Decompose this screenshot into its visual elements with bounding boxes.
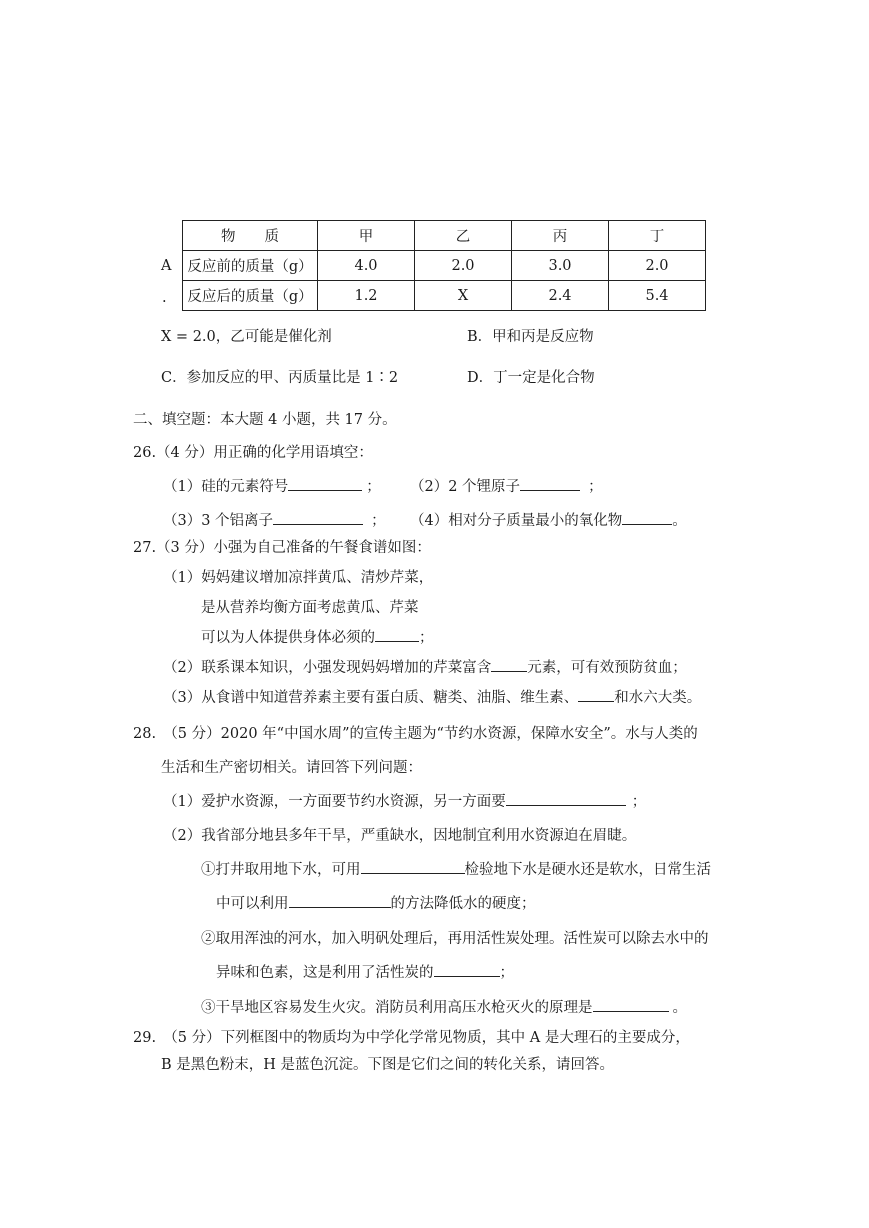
table-cell: 乙 — [415, 221, 512, 251]
option-c: C．参加反应的甲、丙质量比是 1∶2 — [161, 370, 399, 386]
table-cell: 2.0 — [415, 251, 512, 281]
q26-part2-label: （2）2 个锂原子 — [410, 479, 521, 495]
q26-part3-end: ； — [371, 513, 386, 529]
q26-part4-label: （4）相对分子质量最小的氧化物 — [410, 513, 623, 529]
q28-stem-line2: 生活和生产密切相关。请回答下列问题： — [161, 760, 422, 776]
table-cell: 反应前的质量（g） — [183, 251, 318, 281]
section-title: 二、填空题：本大题 4 小题，共 17 分。 — [133, 412, 397, 428]
q26-part2 — [410, 475, 603, 496]
table-cell: 物 质 — [183, 221, 318, 251]
option-d: D．丁一定是化合物 — [467, 370, 595, 386]
answer-blank — [288, 476, 362, 491]
q28-sub2-line2 — [216, 961, 514, 982]
table-row — [183, 281, 706, 311]
option-b: B．甲和丙是反应物 — [467, 329, 594, 345]
q26-part4 — [410, 509, 687, 530]
q28-sub1 — [201, 858, 711, 879]
answer-blank — [520, 476, 580, 491]
answer-blank — [289, 893, 391, 908]
mass-table — [182, 220, 706, 311]
q28-part1 — [163, 790, 646, 811]
q29-line1: 29. （5 分）下列框图中的物质均为中学化学常见物质，其中 A 是大理石的主要成分， — [133, 1030, 690, 1046]
q27-line1: （1）妈妈建议增加凉拌黄瓜、清炒芹菜， — [163, 570, 434, 586]
answer-blank — [622, 510, 672, 525]
q28-sub3-end: 。 — [672, 1000, 687, 1016]
q26-part1-label: （1）硅的元素符号 — [163, 479, 289, 495]
q26-part1-end: ； — [366, 479, 381, 495]
table-cell: 3.0 — [512, 251, 609, 281]
q28-sub1-line2 — [216, 892, 536, 913]
table-cell: 丙 — [512, 221, 609, 251]
q28-sub2-label: 异味和色素，这是利用了活性炭的 — [216, 965, 434, 981]
answer-blank — [273, 510, 363, 525]
q28-part1-end: ； — [631, 794, 647, 810]
q27-line3-label: 可以为人体提供身体必须的 — [201, 630, 375, 646]
q26-part4-end: 。 — [672, 513, 687, 529]
option-a-text: X = 2.0，乙可能是催化剂 — [161, 329, 332, 345]
q27-line4-label: （2）联系课本知识，小强发现妈妈增加的芹菜富含 — [163, 660, 492, 676]
q28-sub3 — [201, 996, 687, 1017]
option-a-letter: A — [161, 258, 172, 274]
answer-blank — [434, 962, 500, 977]
q28-sub2-end: ； — [499, 965, 514, 981]
option-a-dot: . — [162, 290, 167, 306]
table-cell: 2.0 — [609, 251, 706, 281]
q26-part2-end: ； — [588, 479, 603, 495]
q26-part3 — [163, 509, 386, 530]
q26-part1 — [163, 475, 381, 496]
table-cell: 2.4 — [512, 281, 609, 311]
q27-line4-end: 元素，可有效预防贫血； — [527, 660, 687, 676]
answer-blank — [578, 687, 614, 702]
table-cell: 5.4 — [609, 281, 706, 311]
answer-blank — [375, 627, 419, 642]
q27-line5 — [163, 686, 701, 707]
q27-line4 — [163, 656, 687, 677]
q27-line2: 是从营养均衡方面考虑黄瓜、芹菜 — [201, 600, 419, 616]
q27-line3-end: ； — [419, 630, 434, 646]
table-cell: 反应后的质量（g） — [183, 281, 318, 311]
q28-part1-label: （1）爱护水资源，一方面要节约水资源，另一方面要 — [163, 794, 506, 810]
q28-sub1-cont: 检验地下水是硬水还是软水，日常生活 — [464, 862, 711, 878]
q28-stem-line1: 28. （5 分）2020 年“中国水周”的宣传主题为“节约水资源，保障水安全”。水与人类的 — [133, 726, 698, 742]
answer-blank — [506, 791, 626, 806]
table-row — [183, 251, 706, 281]
q28-sub3-label: ③干旱地区容易发生火灾。消防员利用高压水枪灭火的原理是 — [201, 1000, 593, 1016]
q28-sub1-end: 的方法降低水的硬度； — [390, 896, 536, 912]
q27-stem: 27.（3 分）小强为自己准备的午餐食谱如图： — [133, 540, 431, 556]
q26-stem: 26.（4 分）用正确的化学用语填空： — [133, 445, 373, 461]
table-cell: 4.0 — [318, 251, 415, 281]
q27-line3 — [201, 626, 434, 647]
table-cell: 1.2 — [318, 281, 415, 311]
table-cell: 丁 — [609, 221, 706, 251]
table-cell: X — [415, 281, 512, 311]
table-cell: 甲 — [318, 221, 415, 251]
q27-line5-label: （3）从食谱中知道营养素主要有蛋白质、糖类、油脂、维生素、 — [163, 690, 579, 706]
q28-sub1-label: ①打井取用地下水，可用 — [201, 862, 361, 878]
answer-blank — [361, 859, 465, 874]
q28-sub2: ②取用浑浊的河水，加入明矾处理后，再用活性炭处理。活性炭可以除去水中的 — [201, 931, 709, 947]
table-row — [183, 221, 706, 251]
q27-line5-end: 和水六大类。 — [614, 690, 702, 706]
q28-part2: （2）我省部分地县多年干旱，严重缺水，因地制宜利用水资源迫在眉睫。 — [163, 828, 637, 844]
answer-blank — [593, 997, 669, 1012]
q26-part3-label: （3）3 个铝离子 — [163, 513, 274, 529]
q28-sub1-label2: 中可以利用 — [216, 896, 289, 912]
q29-line2: B 是黑色粉末，H 是蓝色沉淀。下图是它们之间的转化关系，请回答。 — [161, 1057, 615, 1073]
answer-blank — [491, 657, 527, 672]
